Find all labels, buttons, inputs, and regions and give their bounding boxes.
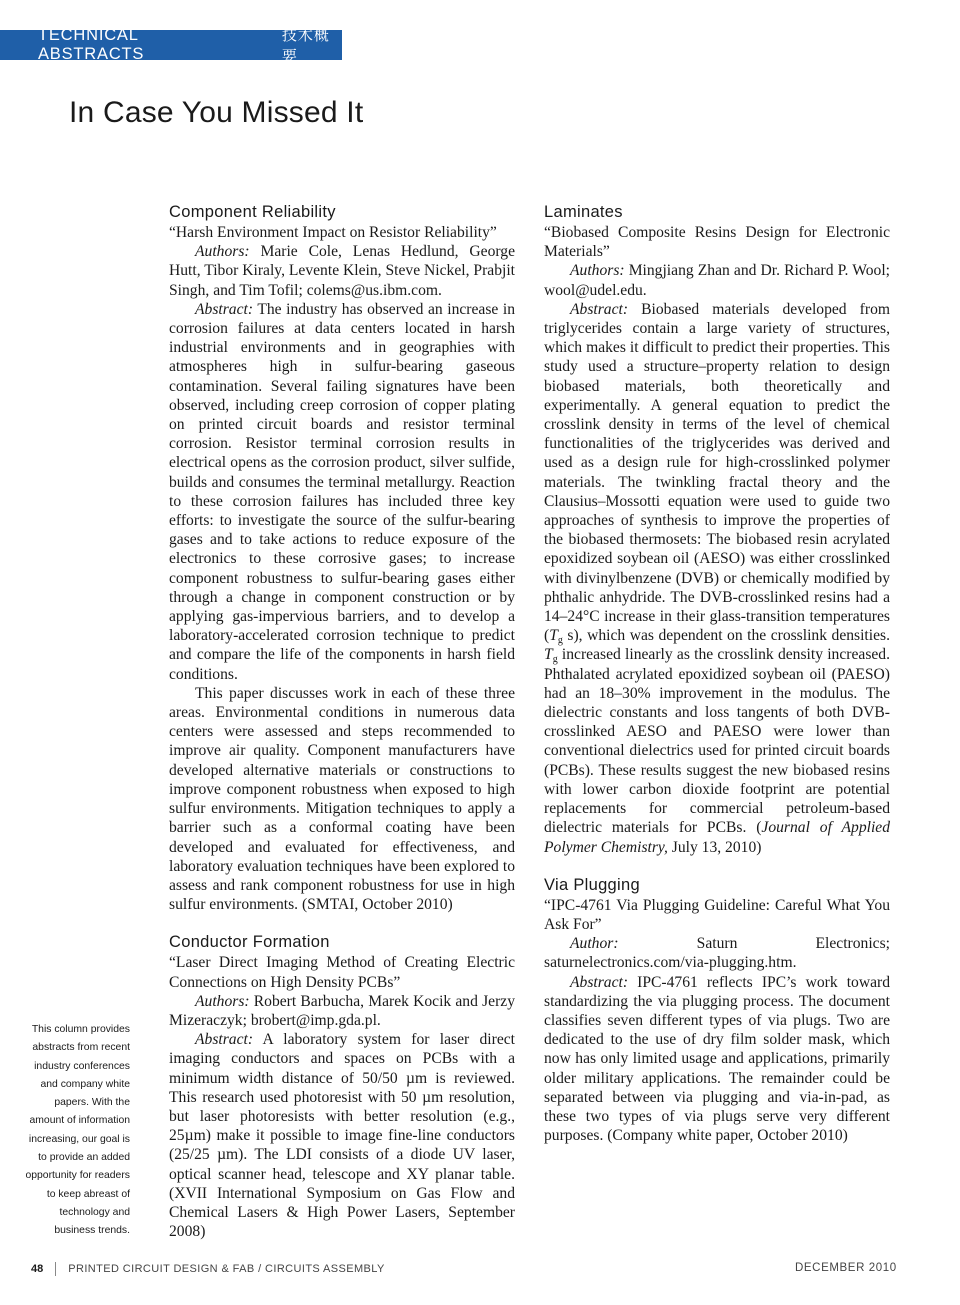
section-via-plugging <box>544 875 890 1146</box>
abstract-label: Abstract: <box>195 300 254 318</box>
tg-symbol: T <box>544 646 553 664</box>
article-authors <box>169 992 515 1030</box>
page-number: 48 <box>31 1263 44 1275</box>
section-heading: Laminates <box>544 203 623 221</box>
footer-left <box>31 1262 385 1276</box>
banner-label-en: TECHNICAL ABSTRACTS <box>38 26 145 63</box>
journal-name: Journal of Applied Polymer Chemistry, <box>544 819 890 856</box>
left-column <box>169 202 515 1241</box>
article-title: “Harsh Environment Impact on Resistor Reliability” <box>169 224 497 241</box>
article-abstract <box>544 300 890 857</box>
article-abstract <box>544 973 890 1146</box>
page-title: In Case You Missed It <box>69 96 364 129</box>
authors-text: Marie Cole, Lenas Hedlund, George Hutt, Tibor Kiraly, Levente Klein, Steve Nickel, Prabjit Singh, and Tim Tofil; colems@us.ibm.com. <box>169 243 516 299</box>
authors-text: Mingjiang Zhan and Dr. Richard P. Wool; wool@udel.edu. <box>544 262 890 299</box>
tg-subscript: g <box>552 654 558 666</box>
article-title: “Biobased Composite Resins Design for Electronic Materials” <box>544 224 890 261</box>
abstract-text: A laboratory system for laser direct imaging conductors and spaces on PCBs with a minimum width distance of 50/50 µm is reviewed. This research used photoresist with 50 µm resolution, but laser photoresists with better resolution (e.g., 25µm) make it possible to image fine-line conductors (25/25 µm). The LDI consists of a diode UV laser, optical scanner head, telescope and XY planar table. (XVII International Symposium on Gas Flow and Chemical Lasers & High Power Lasers, September 2008) <box>169 1031 516 1241</box>
abstract-label: Abstract: <box>195 1031 254 1049</box>
right-column <box>544 202 890 1145</box>
authors-label: Authors: <box>195 243 250 261</box>
article-title: “Laser Direct Imaging Method of Creating Electric Connections on High Density PCBs” <box>169 954 515 991</box>
article-title: “IPC-4761 Via Plugging Guideline: Careful What You Ask For” <box>544 896 890 933</box>
section-heading: Component Reliability <box>169 203 336 221</box>
article-authors <box>544 934 890 972</box>
tg-subscript: g <box>557 635 563 647</box>
section-banner <box>0 26 342 65</box>
footer-divider <box>55 1262 56 1276</box>
abstract-part-2: s), which was dependent on the crosslink densities. <box>562 627 890 645</box>
article-authors <box>544 261 890 299</box>
authors-text: Robert Barbucha, Marek Kocik and Jerzy Mizeraczyk; brobert@imp.gda.pl. <box>169 992 515 1029</box>
section-component-reliability <box>169 202 515 914</box>
publication-name: PRINTED CIRCUIT DESIGN & FAB / CIRCUITS ASSEMBLY <box>68 1263 385 1275</box>
article-abstract <box>169 1030 515 1241</box>
section-laminates <box>544 202 890 857</box>
article-authors <box>169 242 515 300</box>
abstract-part-3: increased linearly as the crosslink density increased. Phthalated acrylated epoxidized soybean oil (PAESO) had an 18–30% improvement in the modulus. The dielectric constants and loss tangents of both DVB-crosslinked AESO and PAESO were lower than conventional dielectrics used for printed circuit boards (PCBs). These results suggest the new biobased resins with lower carbon dioxide footprint are potential replacements for commercial petroleum-based dielectric materials for PCBs. ( <box>544 646 890 837</box>
article-abstract <box>169 300 515 684</box>
authors-label: Authors: <box>570 262 625 280</box>
tg-symbol: T <box>549 627 558 645</box>
publication-date: July 13, 2010) <box>667 838 762 856</box>
banner-label-cn: 技术概要 <box>281 26 330 65</box>
section-conductor-formation <box>169 932 515 1241</box>
authors-label: Authors: <box>195 992 250 1010</box>
issue-date: DECEMBER 2010 <box>795 1262 897 1274</box>
section-heading: Conductor Formation <box>169 933 330 952</box>
abstract-paragraph-2: This paper discusses work in each of these three areas. Environmental conditions in numerous data centers were assessed and steps recommended to improve air quality. Component manufacturers have developed alternative materials or constructions to improve component robustness when exposed to high sulfur environments. Mitigation techniques to apply a barrier such as a conformal coating have been developed and evaluated for effectiveness, and laboratory evaluation techniques have been explored to assess and rank component robustness for use in high sulfur environments. (SMTAI, October 2010) <box>169 684 515 914</box>
section-heading: Via Plugging <box>544 875 640 894</box>
author-text: Saturn Electronics; saturnelectronics.com/via-plugging.htm. <box>544 935 890 972</box>
abstract-label: Abstract: <box>570 300 629 318</box>
abstract-text: IPC-4761 reflects IPC’s work toward standardizing the via plugging process. The document classifies seven different types of via plugs. Two are dedicated to the use of dry film solder mask, which now has only limited usage and applications, primarily older military applications. The remainder could be separated between via plugging and via-in-pad, as these two types of via plugs serve very different purposes. (Company white paper, October 2010) <box>544 973 891 1145</box>
sidebar-note: This column provides abstracts from recent industry conferences and company white papers. With the amount of information increasing, our goal is to provide an added opportunity for readers to keep abreast of technology and business trends. <box>25 1024 130 1237</box>
abstract-text: The industry has observed an increase in corrosion failures at data centers located in harsh industrial environments and in geographies with atmospheres high in sulfur-bearing gaseous contamination. Several failing signatures have been observed, including creep corrosion of copper plating on printed circuit boards and resistor terminal corrosion. Resistor terminal corrosion results in electrical opens as the corrosion product, silver sulfide, builds and consumes the terminal metallurgy. Reaction to these corrosion failures has included three key efforts: to investigate the source of the sulfur-bearing gases and to take actions to reduce exposure of the electronics to these corrosive gases; to increase component robustness to sulfur-bearing gases either through a change in component construction or by applying gas-impervious barriers, and to develop a laboratory-accelerated corrosion technique to predict and compare the life of the components in harsh field conditions. <box>169 300 516 683</box>
abstract-part-1: Biobased materials developed from triglycerides contain a large variety of structures, which makes it difficult to predict their properties. This study used a structure–property relation to design biobased materials, both theoretically and experimentally. A general equation to predict the crosslink density in terms of the level of chemical functionalities of the triglycerides was derived and used as a design rule for high-crosslinked polymer materials. The twinkling fractal theory and the Clausius–Mossotti equation were used to guide two approaches of synthesis to improve the properties of the biobased thermosets: The biobased resin acrylated epoxidized soybean oil (AESO) was either crosslinked with divinylbenzene (DVB) or chemically modified by phthalic anhydride. The DVB-crosslinked resins had a 14–24°C increase in their glass-transition temperatures ( <box>544 300 890 645</box>
abstract-label: Abstract: <box>570 973 629 991</box>
author-label: Author: <box>570 935 619 953</box>
